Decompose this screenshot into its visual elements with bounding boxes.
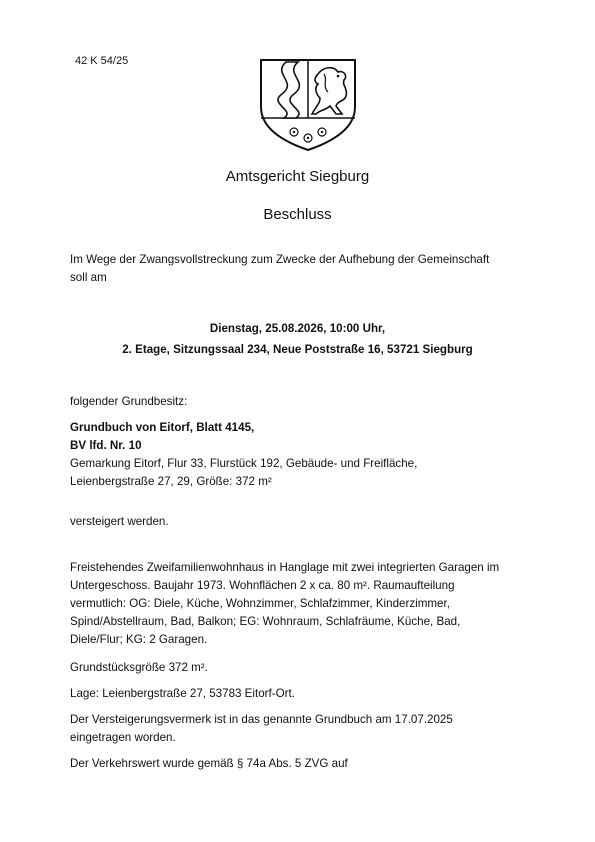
document-title: Beschluss <box>263 206 332 223</box>
property-block <box>70 419 540 491</box>
description-line: Freistehendes Zweifamilienwohnhaus in Hanglage mit zwei integrierten Garagen im <box>70 561 500 574</box>
registration-paragraph <box>70 711 540 747</box>
registration-line: Der Versteigerungsvermerk ist in das genannte Grundbuch am 17.07.2025 <box>70 713 453 726</box>
registration-line: eingetragen worden. <box>70 731 176 744</box>
court-name: Amtsgericht Siegburg <box>225 168 370 185</box>
description-paragraph <box>70 559 540 649</box>
intro-paragraph <box>70 251 540 287</box>
property-entry: BV lfd. Nr. 10 <box>70 439 142 452</box>
property-intro: folgender Grundbesitz: <box>70 395 188 408</box>
intro-line: soll am <box>70 271 107 284</box>
market-value: Der Verkehrswert wurde gemäß § 74a Abs. 5 ZVG auf <box>70 757 348 770</box>
appointment-location: 2. Etage, Sitzungssaal 234, Neue Poststraße 16, 53721 Siegburg <box>122 343 473 356</box>
description-line: Diele/Flur; KG: 2 Garagen. <box>70 633 208 646</box>
description-line: Spind/Abstellraum, Bad, Balkon; EG: Wohnraum, Schlafräume, Küche, Bad, <box>70 615 461 628</box>
description-line: vermutlich: OG: Diele, Küche, Wohnzimmer, Schlafzimmer, Kinderzimmer, <box>70 597 450 610</box>
plot-size: Grundstücksgröße 372 m². <box>70 661 208 674</box>
location-line: Lage: Leienbergstraße 27, 53783 Eitorf-Ort. <box>70 687 295 700</box>
nrw-coat-of-arms-icon <box>258 52 358 152</box>
property-line: Gemarkung Eitorf, Flur 33, Flurstück 192, Gebäude- und Freifläche, <box>70 457 418 470</box>
appointment-datetime: Dienstag, 25.08.2026, 10:00 Uhr, <box>209 322 386 335</box>
intro-line: Im Wege der Zwangsvollstreckung zum Zwecke der Aufhebung der Gemeinschaft <box>70 253 490 266</box>
description-line: Untergeschoss. Baujahr 1973. Wohnflächen 2 x ca. 80 m². Raumaufteilung <box>70 579 455 592</box>
property-line: Leienbergstraße 27, 29, Größe: 372 m² <box>70 475 272 488</box>
case-number: 42 K 54/25 <box>75 55 129 67</box>
auction-note: versteigert werden. <box>70 515 169 528</box>
property-register: Grundbuch von Eitorf, Blatt 4145, <box>70 421 255 434</box>
